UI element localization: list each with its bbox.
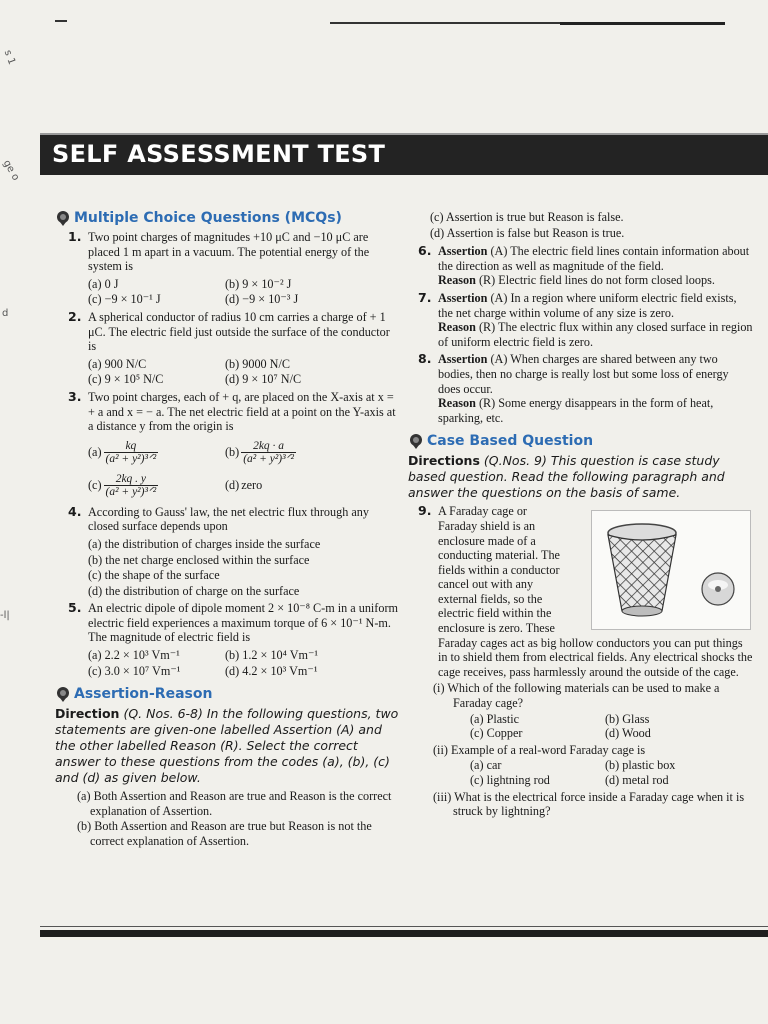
subquestion-i-options xyxy=(408,712,753,741)
bottom-rule-thin xyxy=(40,926,768,927)
option-b[interactable] xyxy=(225,437,400,469)
option-a[interactable]: (a) the distribution of charges inside the surface xyxy=(88,536,321,551)
fraction xyxy=(104,440,159,465)
reason-text: (R) Electric field lines do not form closed loops. xyxy=(478,273,715,288)
option-b[interactable]: (b) Glass xyxy=(605,711,650,726)
margin-mark: s 1 xyxy=(1,48,18,67)
question-3 xyxy=(55,390,400,502)
top-left-dash xyxy=(55,20,67,22)
top-rule-thick xyxy=(560,22,725,25)
option-c[interactable] xyxy=(88,470,225,502)
question-text: Two point charges, each of + q, are placed on the X-axis at x = + a and x = − a. The net electric field at a point on the Y-axis at a distance y from the origin is xyxy=(88,389,396,434)
subquestion-text: Example of a real-word Faraday cage is xyxy=(450,742,646,757)
question-number: 5. xyxy=(68,600,82,616)
option-c[interactable]: (c) 9 × 10⁵ N/C xyxy=(88,372,164,387)
option-label: (c) xyxy=(88,478,102,493)
question-7 xyxy=(408,291,753,349)
direction-label: Directions xyxy=(408,453,480,469)
question-number: 7. xyxy=(418,289,432,305)
option-a[interactable]: (a) 900 N/C xyxy=(88,356,147,371)
option-label: (d) xyxy=(225,478,240,493)
subquestion-i xyxy=(408,681,753,710)
question-2 xyxy=(55,310,400,387)
subquestion-ii xyxy=(408,743,753,758)
title-banner xyxy=(40,133,768,175)
right-column xyxy=(408,210,753,819)
page-title: SELF ASSESSMENT TEST xyxy=(52,140,386,168)
reason-label: Reason xyxy=(438,273,476,288)
option-b[interactable]: (b) plastic box xyxy=(605,758,676,773)
option-d[interactable]: (d) 4.2 × 10³ Vm⁻¹ xyxy=(225,663,318,678)
passage-line: cancel out with any xyxy=(438,577,534,592)
badge-icon xyxy=(408,433,424,449)
assertion-label: Assertion xyxy=(438,290,488,305)
assertion-statement xyxy=(438,352,753,396)
badge-icon xyxy=(55,686,71,702)
reason-label: Reason xyxy=(438,320,476,335)
reason-statement xyxy=(438,273,753,288)
subquestion-ii-options xyxy=(408,758,753,787)
option-d[interactable]: (d) metal rod xyxy=(605,773,669,787)
question-number: 2. xyxy=(68,308,82,324)
assertion-text: (A) The electric field lines contain information about the direction as well as magnitude of the field. xyxy=(438,244,750,273)
assertion-label: Assertion xyxy=(438,244,488,259)
option-d[interactable]: (d) −9 × 10⁻³ J xyxy=(225,292,299,307)
bottom-rule xyxy=(40,930,768,937)
case-direction xyxy=(408,453,753,501)
option-a[interactable] xyxy=(88,437,225,469)
question-5 xyxy=(55,601,400,678)
options xyxy=(88,648,400,678)
margin-mark: -l| xyxy=(0,610,10,621)
option-c[interactable]: (c) Copper xyxy=(470,726,523,741)
fraction xyxy=(241,440,296,465)
question-8 xyxy=(408,352,753,425)
assertion-direction xyxy=(55,706,400,786)
options xyxy=(88,357,400,387)
badge-icon xyxy=(55,210,71,226)
option-b[interactable]: (b) 9000 N/C xyxy=(225,356,290,371)
option-a[interactable]: (a) 2.2 × 10³ Vm⁻¹ xyxy=(88,648,180,663)
passage-line: electric field within the xyxy=(438,606,552,621)
passage-line: A Faraday cage or xyxy=(438,504,527,519)
question-1 xyxy=(55,230,400,307)
faraday-cage-figure xyxy=(591,510,751,630)
option-a[interactable]: (a) Plastic xyxy=(470,711,520,726)
option-a[interactable]: (a) car xyxy=(470,758,502,773)
subquestion-text: Which of the following materials can be used to make a Faraday cage? xyxy=(447,681,720,711)
question-number: 8. xyxy=(418,351,432,367)
fraction-numerator: kq xyxy=(125,440,137,453)
subquestion-label: (iii) xyxy=(433,789,452,804)
question-4 xyxy=(55,505,400,599)
question-text: A spherical conductor of radius 10 cm carries a charge of + 1 μC. The electric field just outside the surface of the conductor is xyxy=(88,309,390,354)
passage-line: external fields, so the xyxy=(438,591,543,606)
direction-text: (Q.Nos. 9) This question is case study based question. Read the following paragraph and answer the questions on the basis of same. xyxy=(408,453,725,501)
option-b[interactable]: (b) the net charge enclosed within the surface xyxy=(88,552,310,567)
option-c[interactable]: (c) lightning rod xyxy=(470,773,550,787)
subquestion-iii xyxy=(408,790,753,819)
option-b[interactable]: (b) 9 × 10⁻² J xyxy=(225,276,292,291)
passage-line: Faraday shield is an xyxy=(438,518,536,533)
fraction-denominator: (a² + y²)³ᐟ² xyxy=(105,453,157,466)
question-9 xyxy=(408,504,753,635)
assertion-statement xyxy=(438,244,753,273)
margin-mark: d xyxy=(2,308,9,319)
assertion-text: (A) When charges are shared between any two bodies, then no charge is really lost but some loss of energy does occur. xyxy=(438,352,729,396)
reason-statement xyxy=(438,396,753,425)
option-c[interactable]: (c) the shape of the surface xyxy=(88,568,220,583)
code-d: (d) Assertion is false but Reason is true. xyxy=(430,225,625,240)
case-based-heading-text: Case Based Question xyxy=(427,433,594,450)
options xyxy=(88,537,400,598)
direction-label: Direction xyxy=(55,706,120,722)
option-d[interactable]: (d) 9 × 10⁷ N/C xyxy=(225,372,302,387)
case-based-heading xyxy=(408,433,753,449)
reason-statement xyxy=(438,320,753,349)
fraction-denominator: (a² + y²)³ᐟ² xyxy=(243,453,294,466)
mcq-heading-text: Multiple Choice Questions (MCQs) xyxy=(74,209,342,226)
code-a: (a) Both Assertion and Reason are true and Reason is the correct explanation of Assertion. xyxy=(77,789,392,818)
fraction-denominator: (a² + y²)³ᐟ² xyxy=(105,486,157,499)
question-number: 6. xyxy=(418,243,432,259)
reason-label: Reason xyxy=(438,396,476,411)
passage-line: enclosure is zero. These xyxy=(438,621,555,636)
question-text: According to Gauss' law, the net electric flux through any closed surface depends upon xyxy=(88,504,369,534)
fraction-numerator: 2kq . y xyxy=(115,473,147,486)
question-6 xyxy=(408,244,753,288)
option-c[interactable]: (c) 3.0 × 10⁷ Vm⁻¹ xyxy=(88,663,181,678)
assertion-reason-heading xyxy=(55,686,400,702)
option-d[interactable] xyxy=(225,470,400,502)
option-text: zero xyxy=(241,478,263,493)
option-label: (b) xyxy=(225,445,240,460)
passage-continued: Faraday cages act as big hollow conductors you can put things in to shield them from electrical fields. Any electrical shocks the cage receives, pass harmlessly around the outside of the cage. xyxy=(438,635,753,679)
passage-line: fields within a conductor xyxy=(438,562,560,577)
direction-text: (Q. Nos. 6-8) In the following questions, two statements are given-one labelled Assertion (A) and the other labelled Reason (R). Select the correct answer to these questions from the codes (a), (b), (c) and (d) as given below. xyxy=(55,706,399,786)
question-number: 3. xyxy=(68,388,82,404)
faraday-cage-illustration xyxy=(592,511,750,629)
options xyxy=(88,277,400,307)
subquestion-label: (ii) xyxy=(433,742,448,757)
code-b: (b) Both Assertion and Reason are true but Reason is not the correct explanation of Assertion. xyxy=(77,819,372,849)
question-number: 1. xyxy=(68,229,82,244)
option-label: (a) xyxy=(88,445,102,460)
passage-line: conducting material. The xyxy=(438,548,560,563)
option-c[interactable]: (c) −9 × 10⁻¹ J xyxy=(88,292,161,307)
passage-line: enclosure made of a xyxy=(438,533,536,548)
question-text: Two point charges of magnitudes +10 μC and −10 μC are placed 1 m apart in a vacuum. The potential energy of the system is xyxy=(88,230,370,274)
left-column xyxy=(55,208,400,850)
options xyxy=(88,437,400,502)
subquestion-label: (i) xyxy=(433,681,445,696)
option-d[interactable]: (d) Wood xyxy=(605,726,651,741)
question-text: An electric dipole of dipole moment 2 × 10⁻⁸ C-m in a uniform electric field experiences a maximum torque of 6 × 10⁻¹ N-m. The magnitude of electric field is xyxy=(88,601,398,645)
assertion-statement xyxy=(438,291,753,320)
mcq-heading xyxy=(55,210,400,226)
assertion-reason-heading-text: Assertion-Reason xyxy=(74,685,213,702)
reason-text: (R) Some energy disappears in the form of heat, sparking, etc. xyxy=(438,396,714,425)
option-b[interactable]: (b) 1.2 × 10⁴ Vm⁻¹ xyxy=(225,648,319,663)
question-number: 9. xyxy=(418,503,432,519)
fraction-numerator: 2kq · a xyxy=(253,440,285,453)
subquestion-text: What is the electrical force inside a Faraday cage when it is struck by lightning? xyxy=(453,789,745,819)
reason-text: (R) The electric flux within any closed surface in region of uniform electric field is zero. xyxy=(438,320,753,349)
option-d[interactable]: (d) the distribution of charge on the surface xyxy=(88,583,300,598)
assertion-text: (A) In a region where uniform electric field exists, the net charge within volume of any size is zero. xyxy=(438,290,737,320)
code-c: (c) Assertion is true but Reason is false. xyxy=(430,210,624,224)
assertion-label: Assertion xyxy=(438,352,488,367)
question-number: 4. xyxy=(68,503,82,519)
fraction xyxy=(104,473,159,498)
margin-mark: ge o xyxy=(0,158,22,183)
option-a[interactable]: (a) 0 J xyxy=(88,276,119,291)
